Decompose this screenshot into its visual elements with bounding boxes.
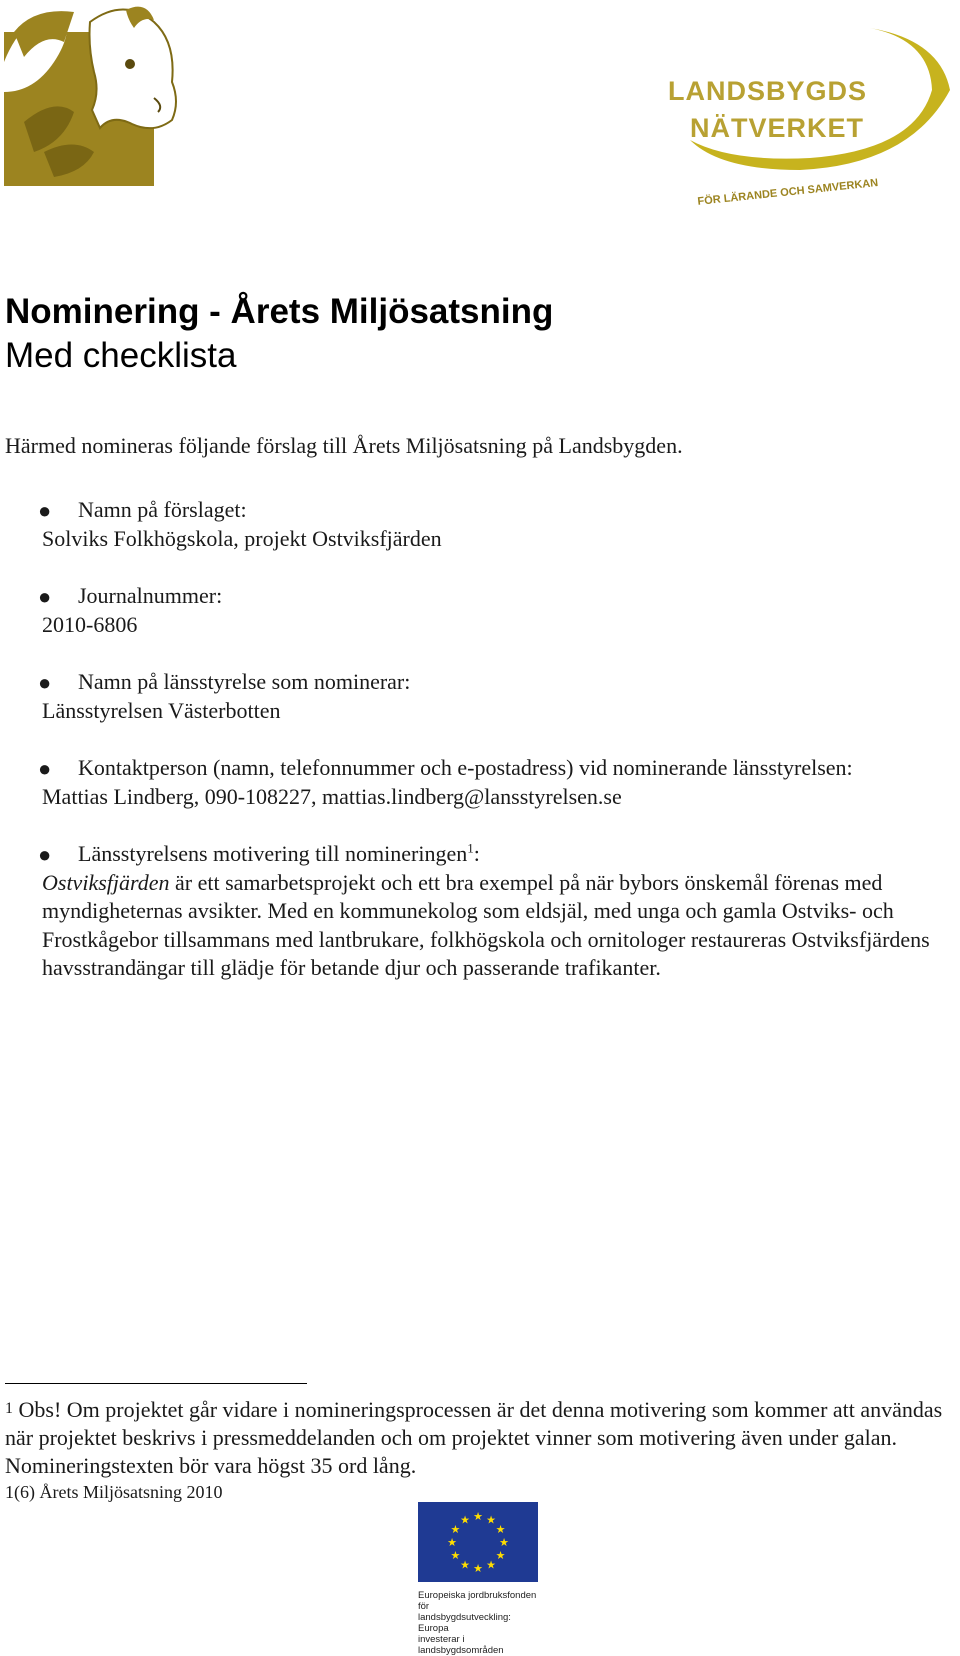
- eu-star-icon: ★: [460, 1559, 470, 1572]
- bullet-icon: ●: [38, 842, 52, 867]
- item-value: Mattias Lindberg, 090-108227, mattias.lindberg@lansstyrelsen.se: [42, 783, 622, 809]
- logo-line2: NÄTVERKET: [690, 113, 865, 143]
- page-title: [5, 290, 553, 378]
- eu-caption: [418, 1590, 542, 1656]
- item-value: [42, 869, 947, 983]
- logo-line1: LANDSBYGDS: [668, 76, 868, 106]
- eu-star-icon: ★: [495, 1550, 506, 1562]
- list-item: [38, 754, 947, 811]
- eu-caption-line: investerar i landsbygdsområden: [418, 1634, 504, 1656]
- eu-star-icon: ★: [450, 1524, 461, 1536]
- eu-star-icon: ★: [486, 1514, 496, 1527]
- eu-star-icon: ★: [473, 1563, 483, 1575]
- landsbygdsnatverket-logo: [668, 20, 960, 208]
- item-label-text: Länsstyrelsens motivering till nomineringen: [78, 841, 468, 866]
- item-value: Länsstyrelsen Västerbotten: [42, 697, 281, 723]
- list-item: [38, 496, 947, 553]
- list-item: [38, 840, 947, 983]
- eu-star-icon: ★: [460, 1514, 470, 1527]
- page-footer: 1(6) Årets Miljösatsning 2010: [5, 1482, 223, 1502]
- item-value: Solviks Folkhögskola, projekt Ostviksfjärden: [42, 525, 442, 551]
- footnote-divider: [5, 1383, 307, 1384]
- eu-star-icon: ★: [486, 1559, 496, 1572]
- bullet-icon: ●: [38, 498, 52, 523]
- list-item: [38, 582, 947, 639]
- title-sub: Med checklista: [5, 336, 237, 375]
- eu-star-icon: ★: [499, 1537, 509, 1549]
- eu-logo: [418, 1502, 542, 1656]
- footnote-mark: 1: [5, 1400, 13, 1417]
- list-item: [38, 668, 947, 725]
- item-label: Journalnummer:: [78, 583, 223, 608]
- footnote-ref: 1: [467, 840, 474, 856]
- eu-star-icon: ★: [447, 1537, 457, 1549]
- bullet-icon: ●: [38, 670, 52, 695]
- eu-caption-line: Europeiska jordbruksfonden för: [418, 1590, 537, 1612]
- eu-star-icon: ★: [495, 1524, 506, 1536]
- item-value: 2010-6806: [42, 611, 138, 637]
- bullet-icon: ●: [38, 756, 52, 781]
- project-name-italic: Ostviksfjärden: [42, 869, 170, 895]
- motivation-text: är ett samarbetsprojekt och ett bra exempel på när bybors önskemål förenas med myndigheternas avsikter. Med en kommunekolog som eldsjäl, med unga och gamla Ostviks- och Frostkågebor tillsammans med lantbrukare, folkhögskola och ornitologer restaureras Ostviksfjärdens havsstrandängar till glädje för betande djur och passerande trafikanter.: [42, 869, 930, 980]
- footnote: [5, 1396, 955, 1480]
- intro-text: Härmed nomineras följande förslag till Årets Miljösatsning på Landsbygden.: [5, 433, 683, 458]
- bullet-icon: ●: [38, 584, 52, 609]
- logo-tagline: FÖR LÄRANDE OCH SAMVERKAN: [696, 176, 879, 208]
- eu-star-icon: ★: [450, 1550, 461, 1562]
- footnote-text: Obs! Om projektet går vidare i nomineringsprocessen är det denna motivering som kommer att användas när projektet beskrivs i pressmeddelanden och om projektet vinner som motivering även under galan. Nomineringstexten bör vara högst 35 ord lång.: [5, 1397, 943, 1478]
- eu-caption-line: landsbygdsutveckling: Europa: [418, 1612, 511, 1634]
- eu-star-icon: ★: [473, 1511, 483, 1523]
- item-label: Namn på förslaget:: [78, 497, 247, 522]
- checklist: [38, 496, 947, 1012]
- item-label: [42, 840, 947, 869]
- item-label: Kontaktperson (namn, telefonnummer och e-postadress) vid nominerande länsstyrelsen:: [78, 755, 853, 780]
- title-main: Nominering - Årets Miljösatsning: [5, 292, 554, 331]
- eu-flag-icon: [418, 1502, 538, 1582]
- item-label-suffix: :: [473, 841, 480, 866]
- ram-head-logo: [4, 2, 180, 186]
- item-label: Namn på länsstyrelse som nominerar:: [78, 669, 411, 694]
